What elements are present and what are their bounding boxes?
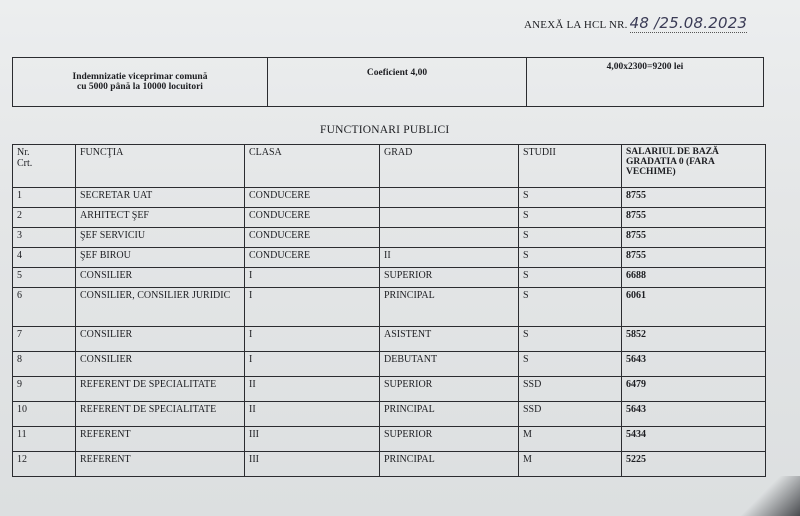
cell-nr: 1 — [13, 188, 76, 208]
vice-mayor-coefficient: Coeficient 4,00 — [268, 58, 527, 107]
cell-salariul: 6061 — [622, 288, 766, 327]
cell-studii: S — [519, 352, 622, 377]
cell-grad — [380, 188, 519, 208]
cell-nr: 12 — [13, 452, 76, 477]
cell-functia: REFERENT — [76, 427, 245, 452]
cell-studii: M — [519, 452, 622, 477]
cell-nr: 8 — [13, 352, 76, 377]
annex-heading — [524, 14, 747, 32]
cell-salariul: 8755 — [622, 208, 766, 228]
cell-salariul: 8755 — [622, 248, 766, 268]
cell-grad: ASISTENT — [380, 327, 519, 352]
table-row — [13, 377, 766, 402]
cell-clasa: III — [245, 452, 380, 477]
page-shadow — [740, 476, 800, 516]
public-servants-table — [12, 144, 766, 477]
cell-salariul: 6479 — [622, 377, 766, 402]
cell-functia: ŞEF SERVICIU — [76, 228, 245, 248]
cell-functia: ŞEF BIROU — [76, 248, 245, 268]
vice-mayor-table — [12, 57, 764, 107]
table-row — [13, 452, 766, 477]
vice-mayor-line2: cu 5000 până la 10000 locuitori — [77, 82, 203, 92]
header-nr-line2: Crt. — [17, 158, 33, 169]
cell-clasa: I — [245, 327, 380, 352]
table-row — [13, 402, 766, 427]
cell-salariul: 8755 — [622, 228, 766, 248]
cell-grad: SUPERIOR — [380, 427, 519, 452]
cell-functia: CONSILIER, CONSILIER JURIDIC — [76, 288, 245, 327]
annex-label: ANEXĂ LA HCL NR. — [524, 19, 628, 31]
cell-clasa: II — [245, 377, 380, 402]
cell-salariul: 5225 — [622, 452, 766, 477]
cell-grad: SUPERIOR — [380, 377, 519, 402]
annex-handwritten-number: 48 /25.08.2023 — [629, 14, 748, 32]
table-row — [13, 228, 766, 248]
vice-mayor-amount: 4,00x2300=9200 lei — [527, 58, 764, 107]
cell-nr: 6 — [13, 288, 76, 327]
cell-clasa: III — [245, 427, 380, 452]
header-studii: STUDII — [519, 145, 622, 188]
header-functia: FUNCŢIA — [76, 145, 245, 188]
cell-functia: REFERENT DE SPECIALITATE — [76, 377, 245, 402]
cell-studii: SSD — [519, 402, 622, 427]
cell-functia: CONSILIER — [76, 327, 245, 352]
table-header-row — [13, 145, 766, 188]
cell-clasa: I — [245, 352, 380, 377]
cell-functia: ARHITECT ŞEF — [76, 208, 245, 228]
cell-functia: CONSILIER — [76, 352, 245, 377]
cell-nr: 10 — [13, 402, 76, 427]
cell-grad — [380, 208, 519, 228]
header-nr — [13, 145, 76, 188]
cell-grad: SUPERIOR — [380, 268, 519, 288]
header-clasa: CLASA — [245, 145, 380, 188]
cell-nr: 7 — [13, 327, 76, 352]
header-salariul: SALARIUL DE BAZĂ GRADATIA 0 (FARA VECHIME) — [622, 145, 766, 188]
cell-salariul: 5643 — [622, 352, 766, 377]
cell-studii: S — [519, 327, 622, 352]
cell-studii: S — [519, 228, 622, 248]
section-title: FUNCTIONARI PUBLICI — [320, 124, 450, 136]
cell-grad: PRINCIPAL — [380, 402, 519, 427]
cell-clasa: CONDUCERE — [245, 188, 380, 208]
cell-nr: 5 — [13, 268, 76, 288]
table-row — [13, 288, 766, 327]
cell-clasa: I — [245, 268, 380, 288]
table-row — [13, 188, 766, 208]
cell-clasa: CONDUCERE — [245, 208, 380, 228]
vice-mayor-row — [13, 58, 764, 107]
cell-clasa: I — [245, 288, 380, 327]
cell-clasa: CONDUCERE — [245, 248, 380, 268]
cell-functia: REFERENT — [76, 452, 245, 477]
table-row — [13, 268, 766, 288]
cell-functia: REFERENT DE SPECIALITATE — [76, 402, 245, 427]
cell-studii: M — [519, 427, 622, 452]
cell-studii: S — [519, 268, 622, 288]
cell-grad: PRINCIPAL — [380, 288, 519, 327]
cell-grad: DEBUTANT — [380, 352, 519, 377]
cell-functia: SECRETAR UAT — [76, 188, 245, 208]
cell-studii: S — [519, 248, 622, 268]
table-row — [13, 352, 766, 377]
cell-grad — [380, 228, 519, 248]
cell-studii: S — [519, 208, 622, 228]
cell-functia: CONSILIER — [76, 268, 245, 288]
cell-nr: 2 — [13, 208, 76, 228]
cell-nr: 11 — [13, 427, 76, 452]
cell-studii: S — [519, 188, 622, 208]
cell-salariul: 5643 — [622, 402, 766, 427]
table-row — [13, 208, 766, 228]
table-row — [13, 427, 766, 452]
cell-studii: SSD — [519, 377, 622, 402]
cell-clasa: CONDUCERE — [245, 228, 380, 248]
cell-grad: II — [380, 248, 519, 268]
cell-salariul: 5852 — [622, 327, 766, 352]
cell-grad: PRINCIPAL — [380, 452, 519, 477]
cell-nr: 4 — [13, 248, 76, 268]
cell-nr: 3 — [13, 228, 76, 248]
table-row — [13, 248, 766, 268]
cell-clasa: II — [245, 402, 380, 427]
cell-salariul: 8755 — [622, 188, 766, 208]
vice-mayor-description — [13, 58, 268, 107]
table-row — [13, 327, 766, 352]
header-nr-line1: Nr. — [17, 147, 30, 158]
header-grad: GRAD — [380, 145, 519, 188]
cell-salariul: 6688 — [622, 268, 766, 288]
cell-studii: S — [519, 288, 622, 327]
cell-nr: 9 — [13, 377, 76, 402]
cell-salariul: 5434 — [622, 427, 766, 452]
vice-mayor-line1: Indemnizatie viceprimar comună — [72, 72, 208, 82]
